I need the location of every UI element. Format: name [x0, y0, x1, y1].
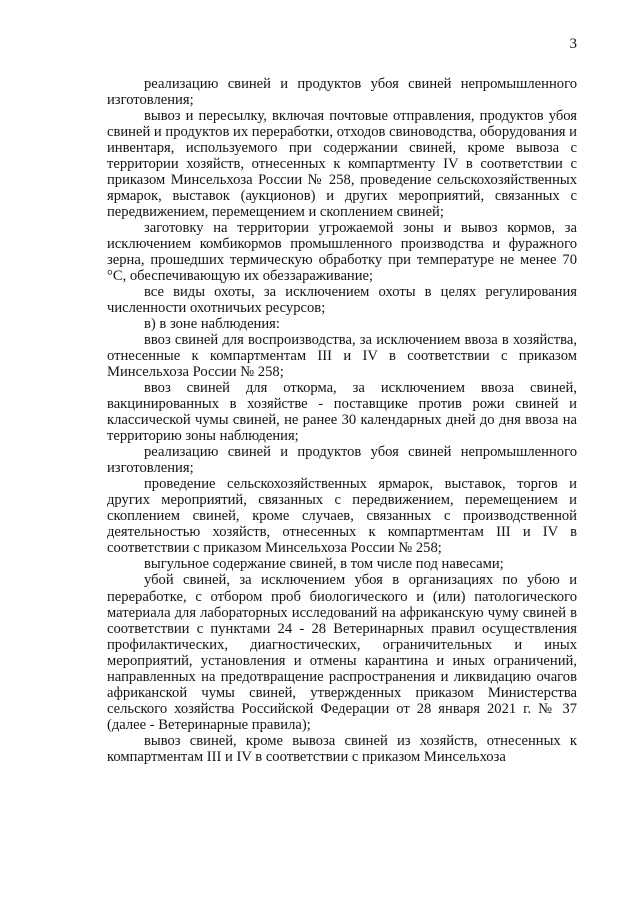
page-number: 3: [569, 36, 577, 52]
paragraph-import-for-breeding: ввоз свиней для воспроизводства, за исключением ввоза в хозяйства, отнесенные к компартментам III и IV в соответствии с приказом Минсельхоза России № 258;: [107, 332, 577, 381]
paragraph-import-for-fattening: ввоз свиней для откорма, за исключением ввоза свиней, вакцинированных в хозяйстве - поставщике против рожи свиней и классической чумы свиней, не ранее 30 календарных дней до дня ввоза на территорию зоны наблюдения;: [107, 380, 577, 445]
paragraph-feed-procurement: заготовку на территории угрожаемой зоны и вывоз кормов, за исключением комбикормов промышленного производства и фуражного зерна, прошедших термическую обработку при температуре не менее 70 °С, обеспечивающую их обеззараживание;: [107, 220, 577, 285]
paragraph-sale-of-pigs-2: реализацию свиней и продуктов убоя свиней непромышленного изготовления;: [107, 444, 577, 477]
paragraph-observation-zone-heading: в) в зоне наблюдения:: [144, 316, 280, 333]
paragraph-export-of-pigs: вывоз свиней, кроме вывоза свиней из хозяйств, отнесенных к компартментам III и IV в соответствии с приказом Минсельхоза: [107, 732, 577, 765]
paragraph-fairs-and-exhibitions: проведение сельскохозяйственных ярмарок, выставок, торгов и других мероприятий, связанных с передвижением, перемещением и скоплением свиней, кроме случаев, связанных с производственной деятельностью хозяйств, отнесенных к компартментам III и IV в соответствии с приказом Минсельхоза России № 258;: [107, 476, 577, 557]
paragraph-export-and-shipping: вывоз и пересылку, включая почтовые отправления, продуктов убоя свиней и продуктов их переработки, отходов свиноводства, оборудования и инвентаря, используемого при содержании свиней, кроме вывоза с территории хозяйств, отнесенных к компартменту IV в соответствии с приказом Минсельхоза России № 258, проведение сельскохозяйственных ярмарок, выставок (аукционов) и других мероприятий, связанных с передвижением, перемещением и скоплением свиней;: [107, 108, 577, 221]
paragraph-slaughter: убой свиней, за исключением убоя в организациях по убою и переработке, с отбором проб биологического и (или) патологического материала для лабораторных исследований на африканскую чуму свиней в соответствии с пунктами 24 - 28 Ветеринарных правил осуществления профилактических, диагностических, ограничительных и иных мероприятий, установления и отмены карантина и иных ограничений, направленных на предотвращение распространения и ликвидацию очагов африканской чумы свиней, утвержденных приказом Министерства сельского хозяйства Российской Федерации от 28 января 2021 г. № 37 (далее - Ветеринарные правила);: [107, 572, 577, 733]
paragraph-hunting: все виды охоты, за исключением охоты в целях регулирования численности охотничьих ресурсов;: [107, 284, 577, 317]
paragraph-sale-of-pigs: реализацию свиней и продуктов убоя свиней непромышленного изготовления;: [107, 76, 577, 109]
paragraph-free-range-keeping: выгульное содержание свиней, в том числе под навесами;: [144, 556, 504, 573]
document-body: [107, 76, 577, 765]
